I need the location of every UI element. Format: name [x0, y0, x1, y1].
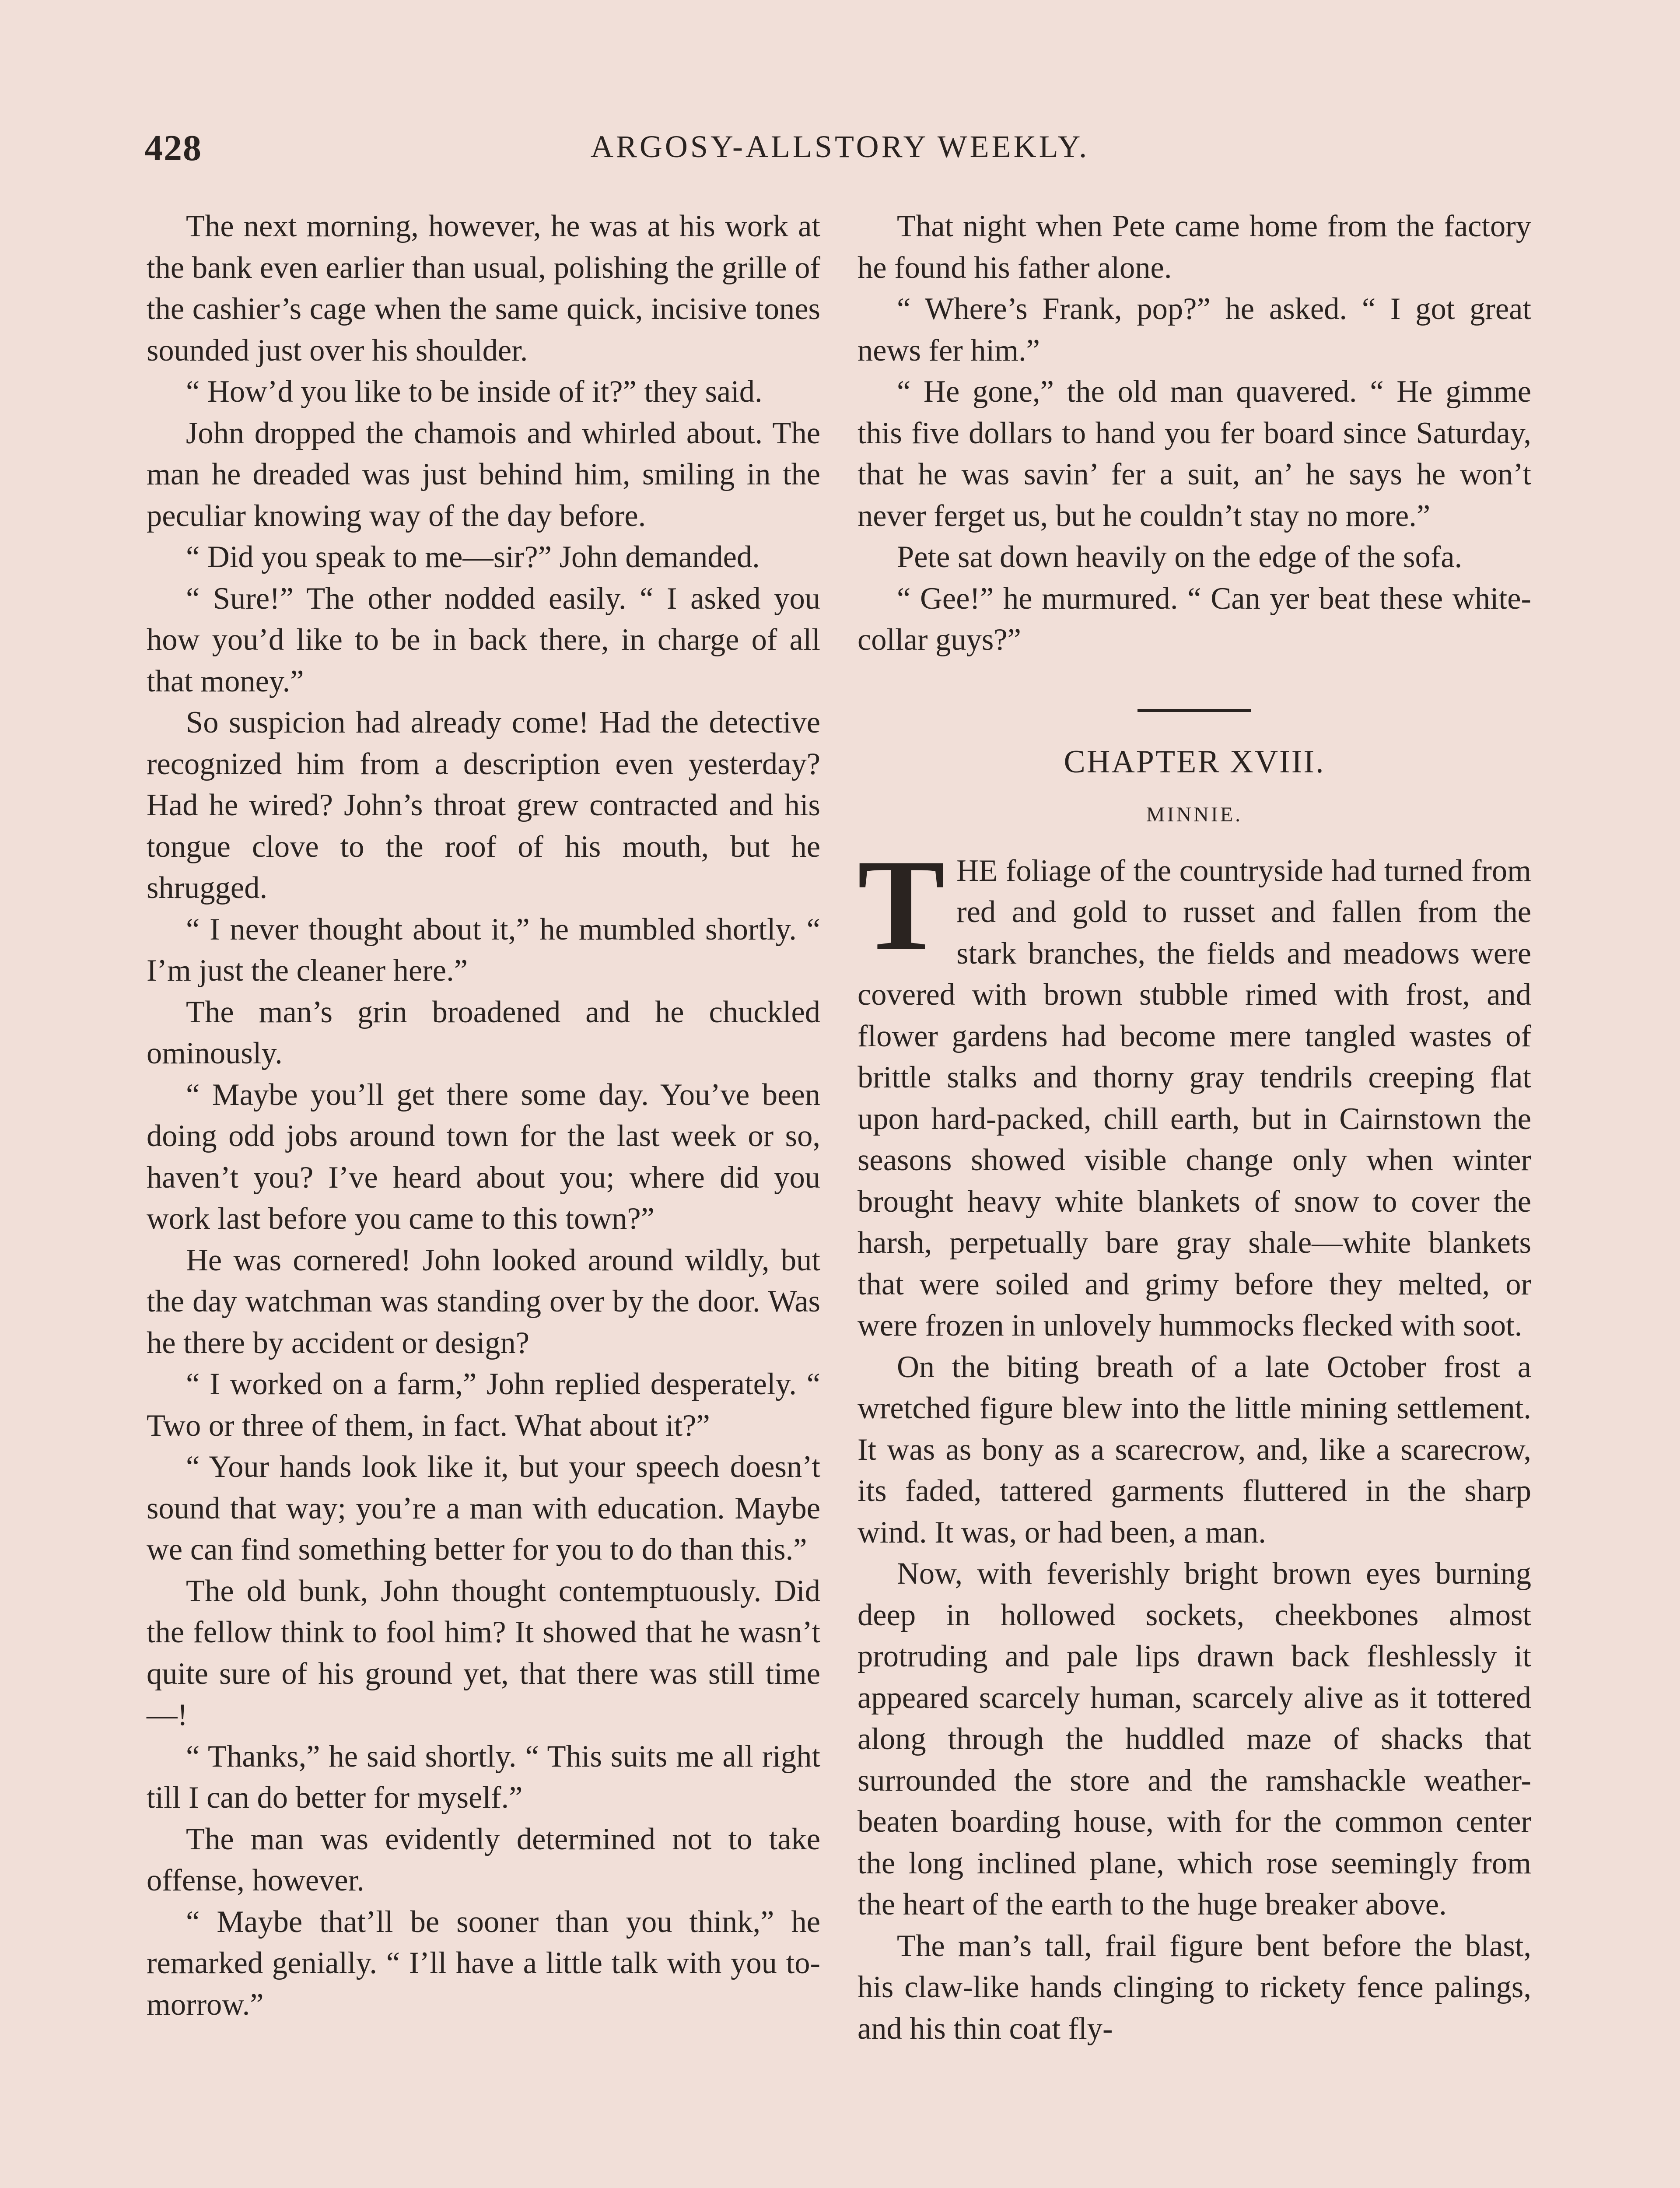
paragraph: The next morning, however, he was at his work at the bank even earlier than usual, polishing the grille of the cashier’s cage when the same quick, incisive tones sounded just over his shoulder. [147, 209, 820, 368]
left-column [147, 206, 820, 2025]
paragraph: “ Sure!” The other nodded easily. “ I asked you how you’d like to be in back there, in charge of all that money.” [147, 581, 820, 698]
paragraph: “ Maybe that’ll be sooner than you think,” he remarked genially. “ I’ll have a little talk with you to-morrow.” [147, 1904, 820, 2022]
paragraph: “ How’d you like to be inside of it?” they said. [186, 375, 763, 409]
paragraph: “ He gone,” the old man quavered. “ He gimme this five dollars to hand you fer board since Saturday, that he was savin’ fer a suit, an’ he says he won’t never ferget us, but he couldn’t stay no more.” [858, 375, 1531, 533]
drop-cap: T [858, 832, 945, 978]
paragraph: That night when Pete came home from the factory he found his father alone. [858, 209, 1531, 285]
page-number: 428 [144, 128, 202, 168]
page-header [144, 127, 1536, 184]
paragraph: John dropped the chamois and whirled about. The man he dreaded was just behind him, smiling in the peculiar knowing way of the day before. [147, 416, 820, 533]
paragraph: “ I never thought about it,” he mumbled shortly. “ I’m just the cleaner here.” [147, 912, 820, 988]
paragraph: The man was evidently determined not to take offense, however. [147, 1822, 820, 1897]
paragraph: “ Gee!” he murmured. “ Can yer beat these white-collar guys?” [858, 581, 1531, 657]
chapter-subtitle: MINNIE. [1146, 803, 1243, 826]
paragraph: “ Thanks,” he said shortly. “ This suits me all right till I can do better for myself.” [147, 1739, 820, 1815]
chapter-opening-paragraph [858, 832, 1531, 1346]
chapter-title: CHAPTER XVIII. [1064, 743, 1325, 780]
paragraph: Pete sat down heavily on the edge of the sofa. [897, 540, 1463, 574]
paragraph: On the biting breath of a late October frost a wretched figure blew into the little mining settlement. It was as bony as a scarecrow, and, like a scarecrow, its faded, tattered garments fluttered in the sharp wind. It was, or had been, a man. [858, 1350, 1531, 1550]
paragraph: Now, with feverishly bright brown eyes burning deep in hollowed sockets, cheekbones almost protruding and pale lips drawn back fleshlessly it appeared scarcely human, scarcely alive as it tottered along through the huddled maze of shacks that surrounded the store and the ramshackle weather-beaten boarding house, with for the common center the long inclined plane, which rose seemingly from the heart of the earth to the huge breaker above. [858, 1557, 1531, 1922]
paragraph: “ Maybe you’ll get there some day. You’ve been doing odd jobs around town for the last week or so, haven’t you? I’ve heard about you; where did you work last before you came to this town?” [147, 1077, 820, 1236]
paragraph: “ Your hands look like it, but your speech doesn’t sound that way; you’re a man with education. Maybe we can find something better for you to do than this.” [147, 1450, 820, 1567]
paragraph: The old bunk, John thought contemptuously. Did the fellow think to fool him? It showed that he wasn’t quite sure of his ground yet, that there was still time—! [147, 1574, 820, 1732]
paragraph: The man’s grin broadened and he chuckled ominously. [147, 995, 820, 1070]
chapter-opening-text: HE foliage of the countryside had turned from red and gold to russet and fallen from the stark branches, the fields and meadows were covered with brown stubble rimed with frost, and flower gardens had become mere tangled wastes of brittle stalks and thorny gray tendrils creeping flat upon hard-packed, chill earth, but in Cairnstown the seasons showed visible change only when winter brought heavy white blankets of snow to cover the harsh, perpetually bare gray shale—white blankets that were soiled and grimy before they melted, or were frozen in unlovely hummocks flecked with soot. [858, 853, 1531, 1343]
right-column [858, 206, 1531, 2049]
paragraph: So suspicion had already come! Had the detective recognized him from a description even yesterday? Had he wired? John’s throat grew contracted and his tongue clove to the roof of his mouth, but he shrugged. [147, 705, 820, 905]
running-head: ARGOSY-ALLSTORY WEEKLY. [590, 129, 1090, 164]
paragraph: “ Did you speak to me—sir?” John demanded. [186, 540, 760, 574]
paragraph: He was cornered! John looked around wildly, but the day watchman was standing over by the door. Was he there by accident or design? [147, 1243, 820, 1360]
section-divider [1138, 709, 1251, 712]
paragraph: The man’s tall, frail figure bent before the blast, his claw-like hands clinging to rickety fence palings, and his thin coat fly- [858, 1929, 1531, 2046]
paragraph: “ Where’s Frank, pop?” he asked. “ I got great news fer him.” [858, 292, 1531, 368]
paragraph: “ I worked on a farm,” John replied desperately. “ Two or three of them, in fact. What about it?” [147, 1367, 820, 1443]
